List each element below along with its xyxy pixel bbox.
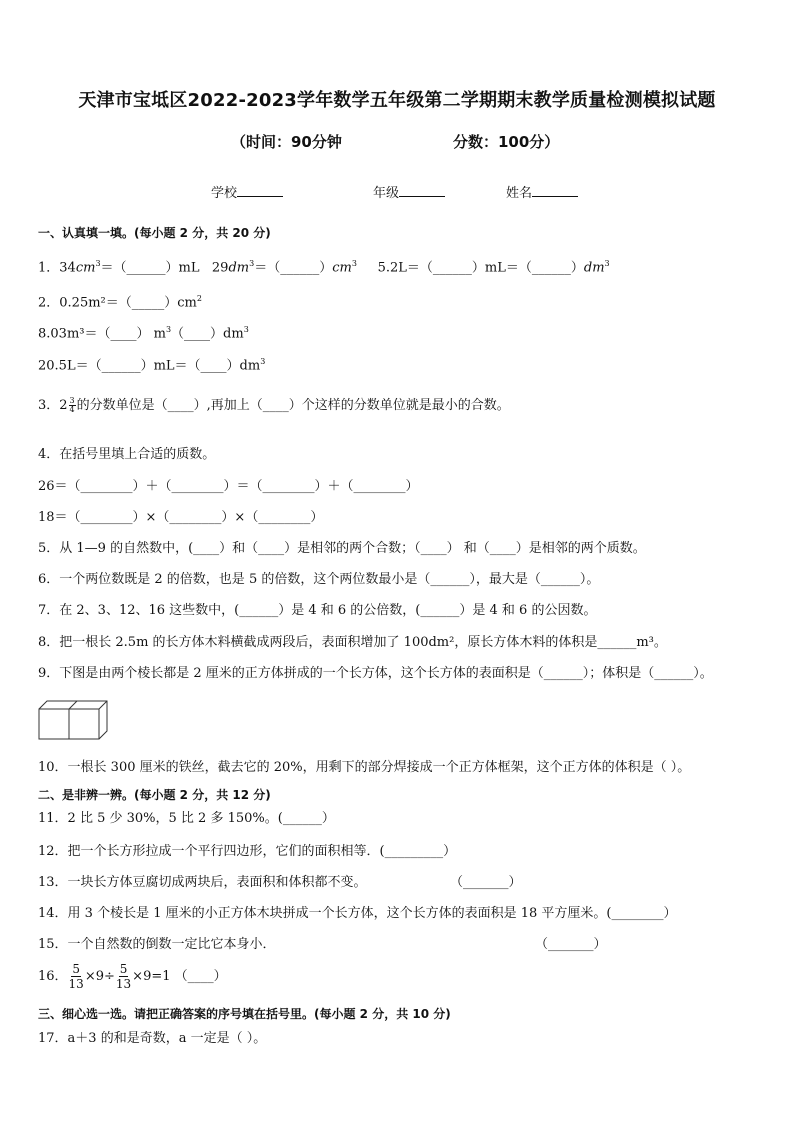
school-blank[interactable] — [237, 184, 283, 197]
question-3: 3．2 $\frac{3}{4}$ 的分数单位是（____）,再加上（____）个这样的分数单位就是最小的合数。 — [38, 396, 510, 414]
question-11: 11．2 比 5 少 30%，5 比 2 多 150%。(______） — [38, 811, 335, 826]
question-2-line-1: 2．$0.25m^2=(\_\_\_\_\_)cm^2$ — [38, 294, 202, 311]
question-1: 1．$34cm^3=(\_\_\_\_\_\_)mL$ $29dm^3=(\_\_\_\_\_\_)cm^3$ $5.2L=(\_\_\_\_\_\_)mL=(\_\_\_\_\_\_)dm^3$ — [38, 259, 610, 276]
question-10: 10．一根长 300 厘米的铁丝，截去它的 20%，用剩下的部分焊接成一个正方体框架，这个正方体的体积是（ ）。 — [38, 760, 691, 775]
question-15: 15．一个自然数的倒数一定比它本身小． — [38, 937, 276, 952]
name-field[interactable] — [506, 182, 578, 201]
section-1-heading: 一、认真填一填。(每小题 2 分，共 20 分) — [38, 226, 271, 240]
question-5: 5．从 1—9 的自然数中，(____）和（____）是相邻的两个合数；（____） 和（____）是相邻的两个质数。 — [38, 541, 646, 556]
question-7: 7．在 2、3、12、16 这些数中，(______）是 4 和 6 的公倍数，(______）是 4 和 6 的公因数。 — [38, 603, 597, 618]
fraction-5-13: $\frac{5}{13}$ — [68, 962, 84, 991]
question-4-line-1: 26＝（________）＋（________）＝（________）＋（________） — [38, 479, 419, 494]
question-6: 6．一个两位数既是 2 的倍数，也是 5 的倍数，这个两位数最小是（______），最大是（______）。 — [38, 572, 600, 587]
question-17: 17．a＋3 的和是奇数，a 一定是（ ）。 — [38, 1031, 267, 1046]
name-label: 姓名 — [506, 186, 533, 201]
exam-score: 分数：100分） — [453, 133, 560, 151]
two-cubes-figure — [38, 700, 108, 740]
section-2-heading: 二、是非辨一辨。(每小题 2 分，共 12 分) — [38, 788, 271, 802]
page-title: 天津市宝坻区2022-2023学年数学五年级第二学期期末教学质量检测模拟试题 — [78, 90, 716, 111]
question-14: 14．用 3 个棱长是 1 厘米的小正方体木块拼成一个长方体，这个长方体的表面积是 18 平方厘米。(________） — [38, 906, 677, 921]
question-12: 12．把一个长方形拉成一个平行四边形，它们的面积相等．(_________） — [38, 844, 457, 859]
school-label: 学校 — [211, 186, 238, 201]
question-4-line-2: 18＝（________）×（________）×（________） — [38, 510, 324, 525]
question-8: 8．把一根长 2.5m 的长方体木料横截成两段后，表面积增加了 100dm²，原长方体木料的体积是______m³。 — [38, 635, 667, 650]
section-3-heading: 三、细心选一选。请把正确答案的序号填在括号里。(每小题 2 分，共 10 分) — [38, 1007, 451, 1021]
question-15-blank[interactable]: （_______） — [535, 937, 607, 952]
question-4-stem: 4．在括号里填上合适的质数。 — [38, 447, 216, 462]
grade-blank[interactable] — [399, 184, 445, 197]
question-2-line-3: $20.5L=(\_\_\_\_\_\_)mL=(\_\_\_\_)dm^3$ — [38, 357, 266, 374]
question-13-blank[interactable]: （_______） — [450, 875, 522, 890]
question-13: 13．一块长方体豆腐切成两块后，表面积和体积都不变。 — [38, 875, 367, 890]
fraction-5-13-second: $\frac{5}{13}$ — [115, 962, 132, 991]
fraction-three-quarters: $\frac{3}{4}$ — [69, 396, 75, 414]
grade-label: 年级 — [373, 186, 400, 201]
grade-field[interactable] — [373, 182, 445, 201]
question-16: 16． $\frac{5}{13}$ ×9÷ $\frac{5}{13}$ ×9=1 （____） — [38, 962, 227, 991]
name-blank[interactable] — [532, 184, 578, 197]
school-field[interactable] — [211, 182, 283, 201]
question-9: 9．下图是由两个棱长都是 2 厘米的正方体拼成的一个长方体，这个长方体的表面积是（______）；体积是（______）。 — [38, 666, 713, 681]
question-2-line-2: 8.03m³＝（____） $m^3(\_\_\_\_)dm^3$ — [38, 325, 249, 342]
exam-time: （时间：90分钟 — [231, 133, 342, 151]
